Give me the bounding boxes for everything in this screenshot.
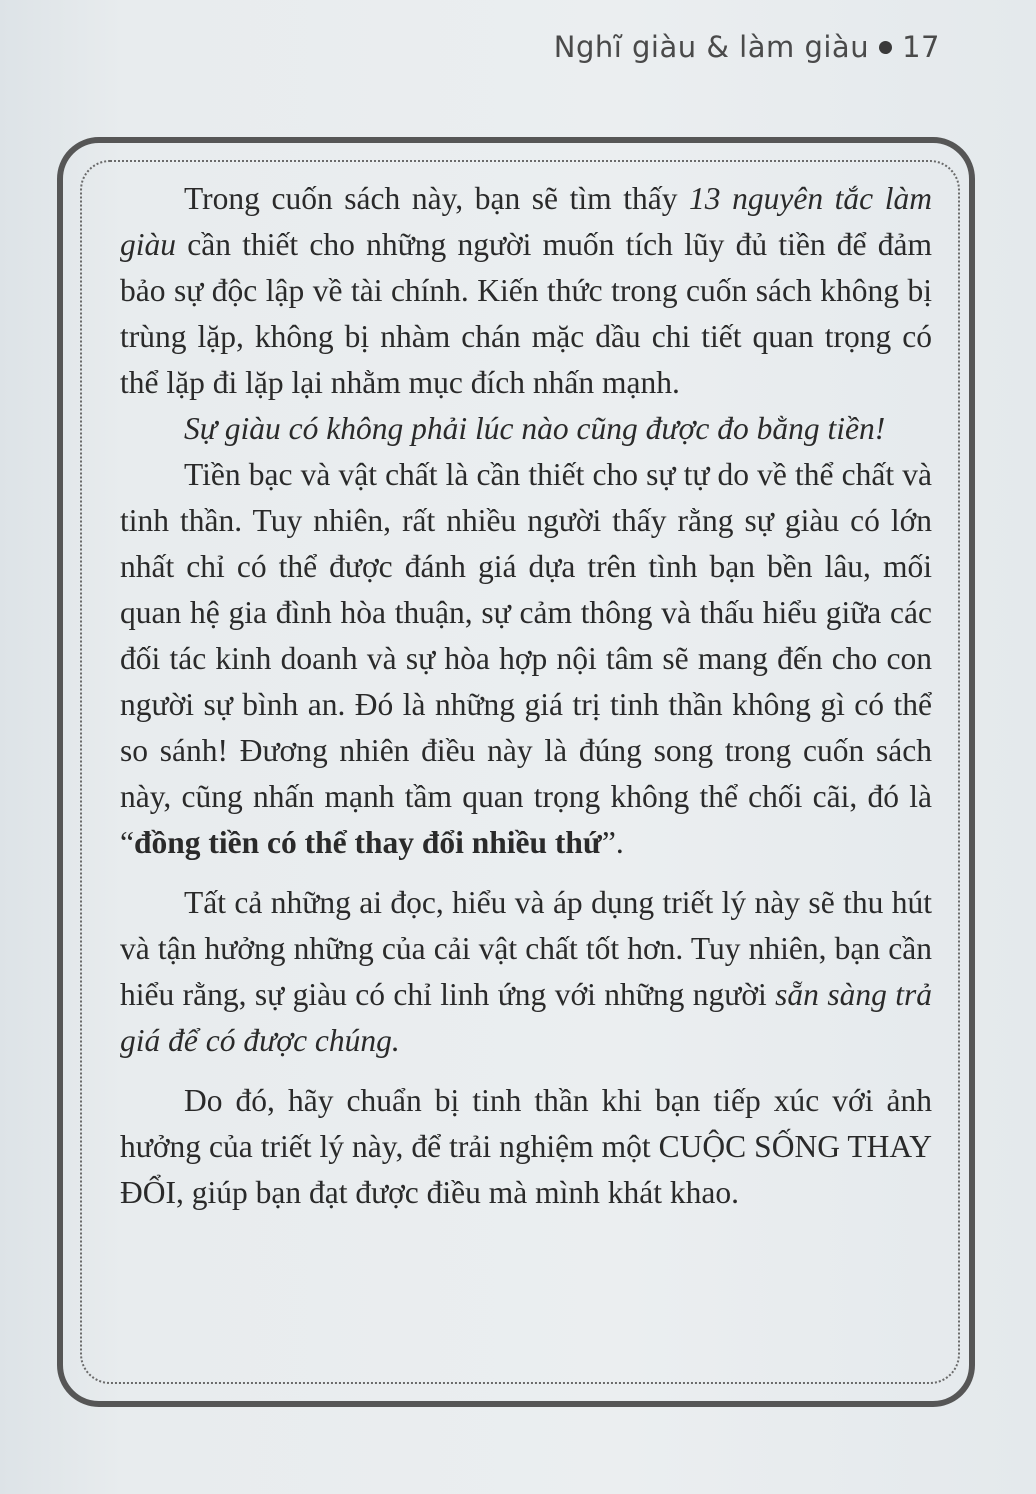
bold-quote: đồng tiền có thể thay đổi nhiều thứ [133,825,602,860]
book-title: Nghĩ giàu & làm giàu [553,30,870,64]
running-header [554,30,940,64]
paragraph-4: Tất cả những ai đọc, hiểu và áp dụng triết lý này sẽ thu hút và tận hưởng những của cải vật chất tốt hơn. Tuy nhiên, bạn cần hiểu rằng, sự giàu có chỉ linh ứng với những người sẵn sàng trả giá để có được chúng. [120,885,933,1058]
paragraph-1: Trong cuốn sách này, bạn sẽ tìm thấy 13 nguyên tắc làm giàu cần thiết cho những người muốn tích lũy đủ tiền để đảm bảo sự độc lập về tài chính. Kiến thức trong cuốn sách không bị trùng lặp, không bị nhàm chán mặc dầu chi tiết quan trọng có thể lặp đi lặp lại nhằm mục đích nhấn mạnh. [120,181,932,400]
bullet-separator-icon [879,41,892,54]
paragraph-2-italic: Sự giàu có không phải lúc nào cũng được đo bằng tiền! [184,411,886,446]
body-text [120,176,932,1216]
emphasis-willing: sẵn sàng trả giá để có được chúng. [120,977,933,1058]
page-number: 17 [902,30,940,64]
paragraph-5: Do đó, hãy chuẩn bị tinh thần khi bạn tiếp xúc với ảnh hưởng của triết lý này, để trải nghiệm một CUỘC SỐNG THAY ĐỔI, giúp bạn đạt được điều mà mình khát khao. [120,1083,932,1210]
paragraph-3: Tiền bạc và vật chất là cần thiết cho sự tự do về thể chất và tinh thần. Tuy nhiên, rất nhiều người thấy rằng sự giàu có lớn nhất chỉ có thể được đánh giá dựa trên tình bạn bền lâu, mối quan hệ gia đình hòa thuận, sự cảm thông và thấu hiểu giữa các đối tác kinh doanh và sự hòa hợp nội tâm sẽ mang đến cho con người sự bình an. Đó là những giá trị tinh thần không gì có thể so sánh! Đương nhiên điều này là đúng song trong cuốn sách này, cũng nhấn mạnh tầm quan trọng không thể chối cãi, đó là “đồng tiền có thể thay đổi nhiều thứ”. [120,457,932,860]
emphasis-13-principles: 13 nguyên tắc làm giàu [120,181,932,262]
